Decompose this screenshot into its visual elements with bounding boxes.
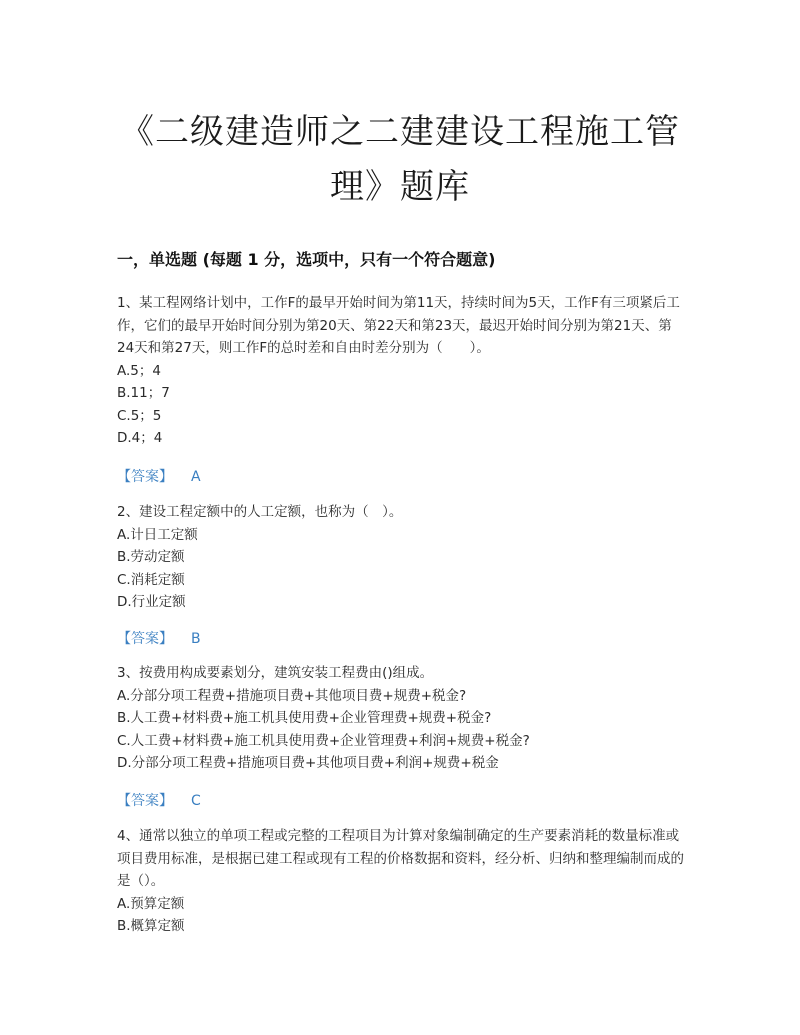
question-stem: 4、通常以独立的单项工程或完整的工程项目为计算对象编制确定的生产要素消耗的数量标准或项目费用标准，是根据已建工程或现有工程的价格数据和资料，经分析、归纳和整理编制而成的是（）。 — [117, 828, 684, 889]
option-d: D.4；4 — [117, 430, 163, 446]
question-3 — [117, 662, 687, 775]
option-a: A.分部分项工程费+措施项目费+其他项目费+规费+税金? — [117, 687, 467, 704]
answer-value: C — [191, 793, 201, 809]
option-c: C.消耗定额 — [117, 571, 185, 588]
section-heading: 一，单选题 (每题 1 分，选项中，只有一个符合题意) — [117, 250, 496, 269]
option-b: B.11；7 — [117, 385, 170, 401]
answer-label: 【答案】 — [117, 469, 173, 485]
question-stem: 1、某工程网络计划中，工作F的最早开始时间为第11天，持续时间为5天，工作F有三项紧后工作，它们的最早开始时间分别为第20天、第22天和第23天，最迟开始时间分别为第21天、第24天和第27天，则工作F的总时差和自由时差分别为（ ）。 — [117, 295, 680, 356]
option-a: A.预算定额 — [117, 895, 185, 912]
question-stem: 3、按费用构成要素划分，建筑安装工程费由()组成。 — [117, 665, 434, 681]
answer-3 — [117, 790, 201, 810]
option-b: B.人工费+材料费+施工机具使用费+企业管理费+规费+税金? — [117, 710, 492, 726]
option-c: C.人工费+材料费+施工机具使用费+企业管理费+利润+规费+税金? — [117, 732, 530, 749]
option-b: B.概算定额 — [117, 918, 185, 934]
answer-value: A — [191, 469, 201, 485]
question-4 — [117, 825, 687, 938]
option-a: A.计日工定额 — [117, 526, 198, 543]
answer-value: B — [191, 631, 201, 647]
option-a: A.5；4 — [117, 362, 161, 379]
answer-1 — [117, 466, 201, 486]
answer-label: 【答案】 — [117, 631, 173, 647]
answer-label: 【答案】 — [117, 793, 173, 809]
title-line-1: 《二级建造师之二建建设工程施工管 — [120, 112, 680, 152]
option-b: B.劳动定额 — [117, 549, 185, 565]
question-stem: 2、建设工程定额中的人工定额，也称为（ ）。 — [117, 504, 403, 520]
question-1 — [117, 292, 687, 450]
answer-2 — [117, 628, 201, 648]
option-c: C.5；5 — [117, 407, 162, 424]
option-d: D.行业定额 — [117, 594, 186, 610]
document-title — [110, 105, 690, 215]
question-2 — [117, 501, 687, 614]
title-line-2: 理》题库 — [330, 167, 470, 207]
option-d: D.分部分项工程费+措施项目费+其他项目费+利润+规费+税金 — [117, 755, 499, 771]
